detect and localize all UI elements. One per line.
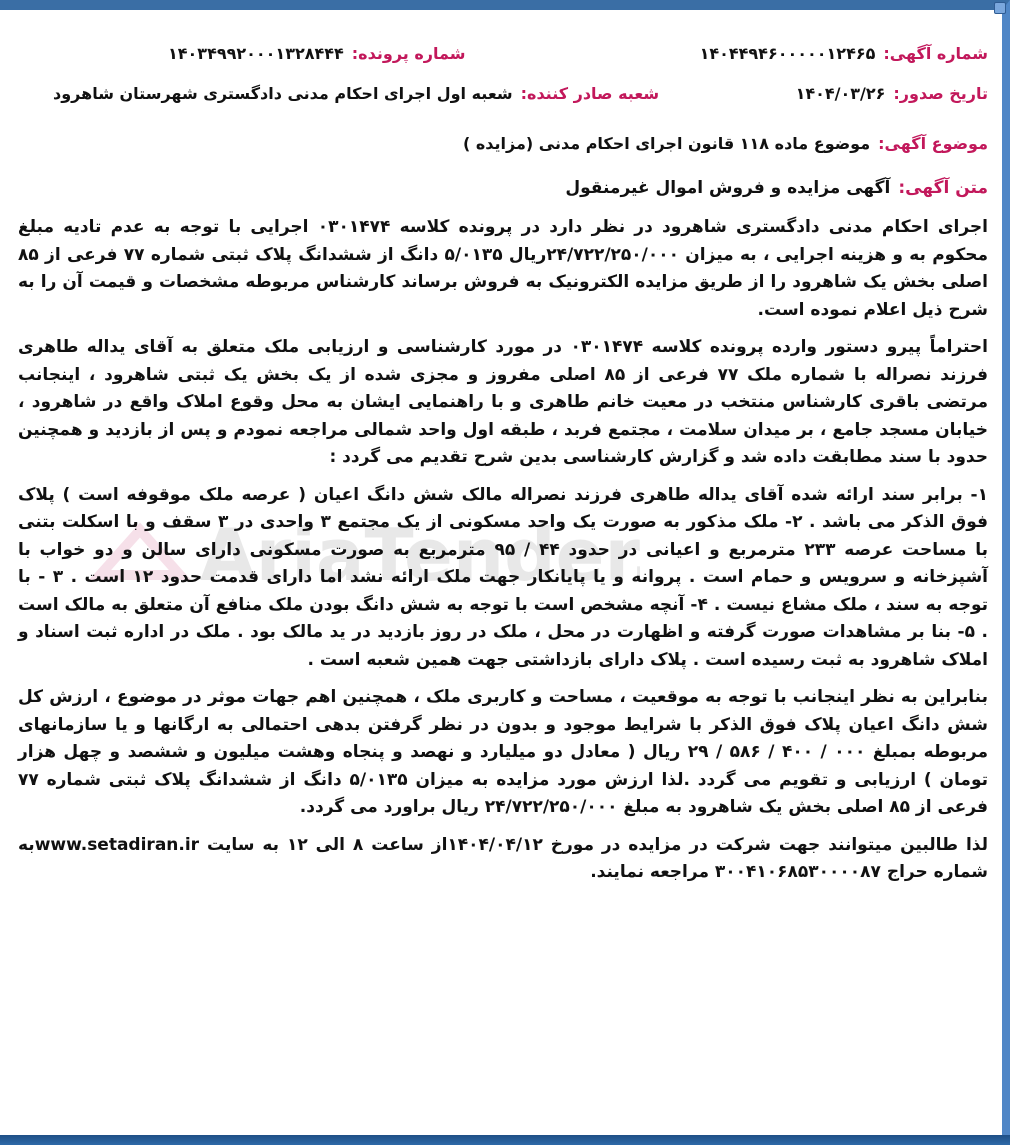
ad-number-value: ۱۴۰۴۴۹۴۶۰۰۰۰۰۱۲۴۶۵	[699, 44, 876, 63]
paragraph-1: اجرای احکام مدنی دادگستری شاهرود در نظر دارد در پرونده کلاسه ۰۳۰۱۴۷۴ اجرایی با توجه به عدم تادیه مبلغ محکوم به و هزینه اجرایی ، به میزان ۲۴/۷۲۲/۲۵۰/۰۰۰ریال ۵/۰۱۳۵ دانگ از ششدانگ پلاک ثبتی شماره ۷۷ فرعی از ۸۵ اصلی بخش یک شاهرود را از طریق مزایده الکترونیک به فروش برساند کارشناس مربوطه مشخصات و قیمت آن را به شرح ذیل اعلام نموده است.	[18, 217, 988, 320]
ad-number	[700, 44, 988, 63]
case-number-label: شماره پرونده:	[351, 44, 466, 63]
case-number	[168, 44, 465, 63]
paragraph-3: ۱- برابر سند ارائه شده آقای یداله طاهری فرزند نصراله مالک شش دانگ اعیان ( عرصه ملک موقوفه است ) پلاک فوق الذکر می باشد . ۲- ملک مذکور به صورت یک واحد مسکونی از یک مجتمع ۳ واحدی در ۳ سقف و با اسکلت بتنی با مساحت عرصه ۲۳۳ مترمربع و اعیانی در حدود ۴۴ / ۹۵ مترمربع به صورت مسکونی دارای سالن و دو خواب با آشپزخانه و سرویس و حمام است . پروانه و یا پایانکار جهت ملک ارائه نشد اما دارای قدمت حدود ۱۲ است . ۳ - با توجه به سند ، ملک مشاع نیست . ۴- آنچه مشخص است با توجه به شش دانگ بودن ملک منافع آن متعلق به مالک است . ۵- بنا بر مشاهدات صورت گرفته و اظهارت در محل ، ملک در روز بازدید در ید مالک بود . ملک در اداره ثبت اسناد و املاک شاهرود به ثبت رسیده است . پلاک دارای بازداشتی جهت همین شعبه است .	[18, 484, 989, 670]
issuer-label: شعبه صادر کننده:	[520, 84, 660, 103]
case-number-value: ۱۴۰۳۴۹۹۲۰۰۰۱۳۲۸۴۴۴	[168, 44, 344, 63]
issuer	[53, 84, 659, 103]
notice-document	[18, 44, 988, 897]
notice-title	[18, 178, 988, 214]
body-label: متن آگهی:	[898, 178, 988, 198]
subject-value: موضوع ماده ۱۱۸ قانون اجرای احکام مدنی (مزایده )	[462, 134, 871, 153]
header-row-1	[18, 44, 988, 84]
paragraph-5: لذا طالبین میتوانند جهت شرکت در مزایده در مورخ ۱۴۰۴/۰۴/۱۲از ساعت ۸ الی ۱۲ به سایت www.setadiran.irبه شماره حراج ۳۰۰۴۱۰۶۸۵۳۰۰۰۰۸۷ مراجعه نمایند.	[18, 834, 988, 882]
issue-date	[796, 84, 988, 103]
subject-label: موضوع آگهی:	[878, 134, 988, 153]
title-value: آگهی مزایده و فروش اموال غیرمنقول	[565, 178, 891, 198]
paragraph-2: احتراماً پیرو دستور وارده پرونده کلاسه ۰۳۰۱۴۷۴ در مورد کارشناسی و ارزیابی ملک متعلق به آقای یداله طاهری فرزند نصراله با شماره ملک ۷۷ فرعی از ۸۵ اصلی مفروز و مجزی شده از یک بخش یک ثبتی شاهرود ، اینجانب مرتضی باقری کارشناس منتخب در معیت خانم طاهری و با راهنمایی ایشان به محل وقوع املاک واقع در شاهرود ، خیابان مسجد جامع ، بر میدان سلامت ، مجتمع فربد ، طبقه اول واحد شمالی مراجعه نمودم و پس از بازدید و همچنین حدود با سند مطابقت داده شد و گزارش کارشناسی بدین شرح تقدیم می گردد :	[18, 337, 989, 467]
ad-number-label: شماره آگهی:	[883, 44, 988, 63]
issue-date-label: تاریخ صدور:	[893, 84, 988, 103]
issuer-value: شعبه اول اجرای احکام مدنی دادگستری شهرستان شاهرود	[53, 84, 513, 103]
header-row-2	[18, 84, 988, 124]
window-corner-button[interactable]	[994, 2, 1006, 14]
issue-date-value: ۱۴۰۴/۰۳/۲۶	[795, 84, 886, 103]
paragraph-4: بنابراین به نظر اینجانب با توجه به موقعیت ، مساحت و کاربری ملک ، همچنین اهم جهات موثر در موضوع ، ارزش کل شش دانگ اعیان پلاک فوق الذکر با شرایط موجود و بدون در نظر گرفتن بدهی احتمالی به ارگانها و یا سازمانهای مربوطه بمبلغ ۰۰۰ / ۴۰۰ / ۵۸۶ / ۲۹ ریال ( معادل دو میلیارد و نهصد و پنجاه وهشت میلیون و ششصد و چهل هزار تومان ) ارزیابی و تقویم می گردد .لذا ارزش مورد مزایده به میزان ۵/۰۱۳۵ دانگ از ششدانگ پلاک ثبتی شماره ۷۷ فرعی از ۸۵ اصلی بخش یک شاهرود به مبلغ ۲۴/۷۲۲/۲۵۰/۰۰۰ ریال براورد می گردد.	[18, 687, 989, 817]
watermark-text: AriaTender	[200, 513, 630, 597]
bottom-bar	[0, 1135, 1010, 1145]
subject	[18, 134, 988, 178]
